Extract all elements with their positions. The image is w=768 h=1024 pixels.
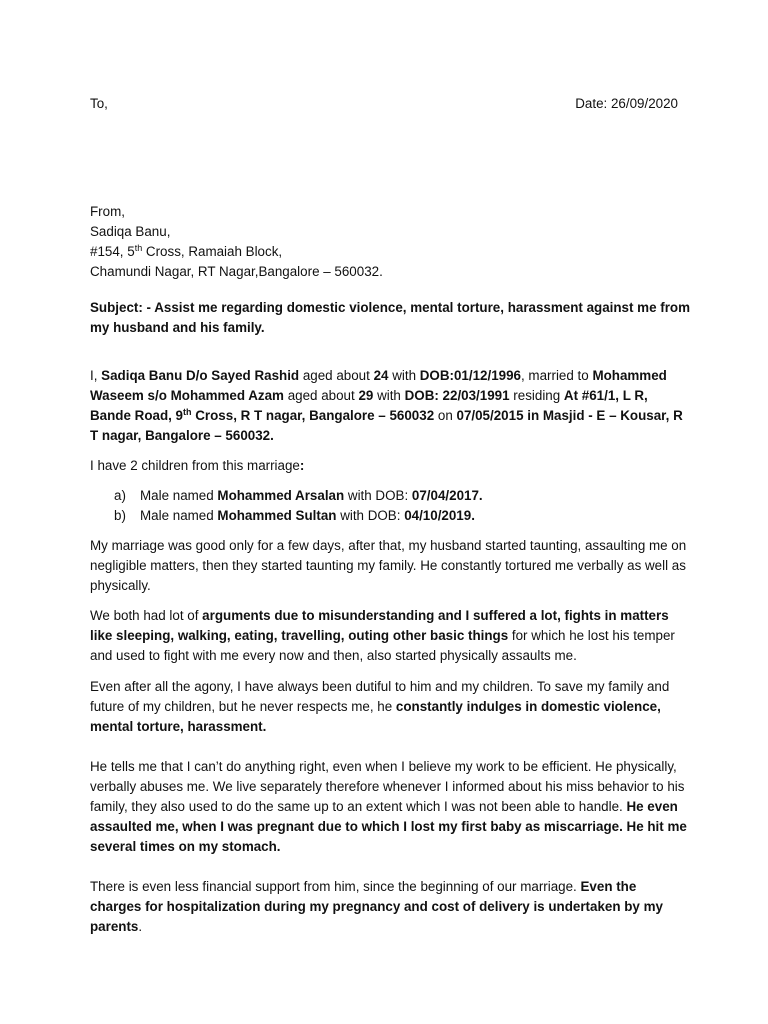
letter-date: Date: 26/09/2020 <box>575 96 678 111</box>
list-item: b) Male named Mohammed Sultan with DOB: 04/10/2019. <box>114 508 475 523</box>
sender-block <box>90 202 690 282</box>
intro-paragraph: I, Sadiqa Banu D/o Sayed Rashid aged about 24 with DOB:01/12/1996, married to Mohammed Waseem s/o Mohammed Azam aged about 29 with DOB: 22/03/1991 residing At #61/1, L R, Bande Road, 9th Cross, R T nagar, Bangalore – 560032 on 07/05/2015 in Masjid - E – Kousar, R T nagar, Bangalore – 560032. <box>90 368 683 443</box>
recipient-label: To, <box>90 96 108 111</box>
sender-address-line-2: Chamundi Nagar, RT Nagar,Bangalore – 560032. <box>90 264 383 279</box>
list-item: a) Male named Mohammed Arsalan with DOB: 07/04/2017. <box>114 488 483 503</box>
subject-line: Subject: - Assist me regarding domestic violence, mental torture, harassment against me from my husband and his family. <box>90 300 691 335</box>
sender-name: Sadiqa Banu, <box>90 224 171 239</box>
children-list <box>114 486 674 526</box>
arguments-paragraph: We both had lot of arguments due to misunderstanding and I suffered a lot, fights in matters like sleeping, walking, eating, travelling, outing other basic things for which he lost his temper and used to fight with me every now and then, also started physically assaults me. <box>90 608 675 663</box>
from-label: From, <box>90 204 125 219</box>
children-intro: I have 2 children from this marriage: <box>90 458 305 473</box>
marriage-paragraph: My marriage was good only for a few days, after that, my husband started taunting, assaulting me on negligible matters, then they started taunting my family. He constantly tortured me verbally as well as physically. <box>90 538 687 593</box>
financial-paragraph: There is even less financial support from him, since the beginning of our marriage. Even the charges for hospitalization during my pregnancy and cost of delivery is undertaken by my parents. <box>90 879 663 934</box>
abuse-paragraph: He tells me that I can’t do anything right, even when I believe my work to be efficient. He physically, verbally abuses me. We live separately therefore whenever I informed about his miss behavior to his family, they also used to do the same up to an extent which I was not been able to handle. He even assaulted me, when I was pregnant due to which I lost my first baby as miscarriage. He hit me several times on my stomach. <box>90 759 687 854</box>
sender-address-line-1: #154, 5th Cross, Ramaiah Block, <box>90 243 283 259</box>
agony-paragraph: Even after all the agony, I have always been dutiful to him and my children. To save my family and future of my children, but he never respects me, he constantly indulges in domestic violence, mental torture, harassment. <box>90 679 670 734</box>
